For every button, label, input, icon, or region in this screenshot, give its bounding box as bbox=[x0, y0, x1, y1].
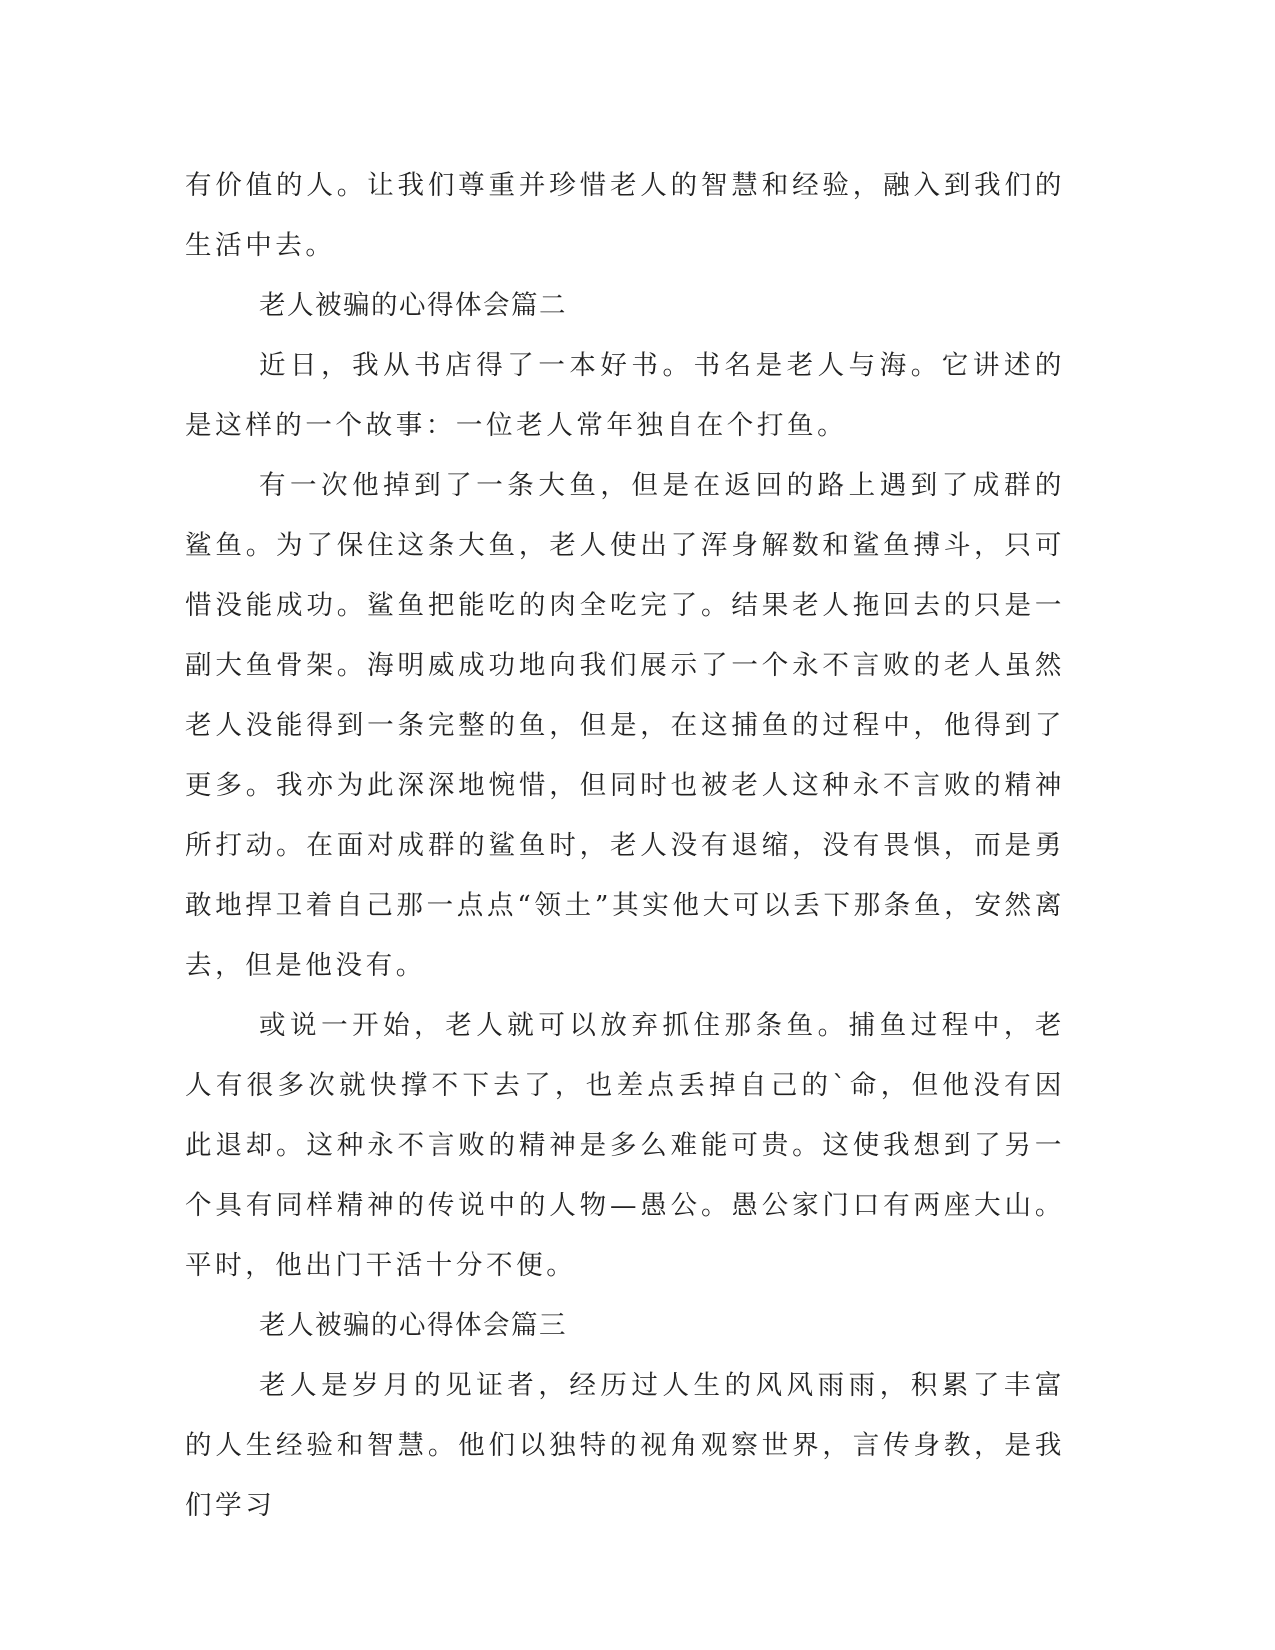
section-heading-3: 老人被骗的心得体会篇三 bbox=[259, 1310, 567, 1341]
paragraph: 老人是岁月的见证者，经历过人生的风风雨雨，积累了丰富的人生经验和智慧。他们以独特的视角观察世界，言传身教，是我们学习 bbox=[185, 1370, 1065, 1521]
paragraph: 近日，我从书店得了一本好书。书名是老人与海。它讲述的是这样的一个故事：一位老人常年独自在个打鱼。 bbox=[185, 350, 1065, 441]
document-page bbox=[185, 156, 1065, 1536]
paragraph-continuation: 有价值的人。让我们尊重并珍惜老人的智慧和经验，融入到我们的生活中去。 bbox=[185, 170, 1065, 261]
paragraph: 或说一开始，老人就可以放弃抓住那条鱼。捕鱼过程中，老人有很多次就快撑不下去了，也差点丢掉自己的`命，但他没有因此退却。这种永不言败的精神是多么难能可贵。这使我想到了另一个具有同样精神的传说中的人物—愚公。愚公家门口有两座大山。平时，他出门干活十分不便。 bbox=[185, 1010, 1065, 1281]
paragraph: 有一次他掉到了一条大鱼，但是在返回的路上遇到了成群的鲨鱼。为了保住这条大鱼，老人使出了浑身解数和鲨鱼搏斗，只可惜没能成功。鲨鱼把能吃的肉全吃完了。结果老人拖回去的只是一副大鱼骨架。海明威成功地向我们展示了一个永不言败的老人虽然老人没能得到一条完整的鱼，但是，在这捕鱼的过程中，他得到了更多。我亦为此深深地惋惜，但同时也被老人这种永不言败的精神所打动。在面对成群的鲨鱼时，老人没有退缩，没有畏惧，而是勇敢地捍卫着自己那一点点“领土”其实他大可以丢下那条鱼，安然离去，但是他没有。 bbox=[185, 470, 1065, 981]
section-heading-2: 老人被骗的心得体会篇二 bbox=[259, 290, 567, 321]
